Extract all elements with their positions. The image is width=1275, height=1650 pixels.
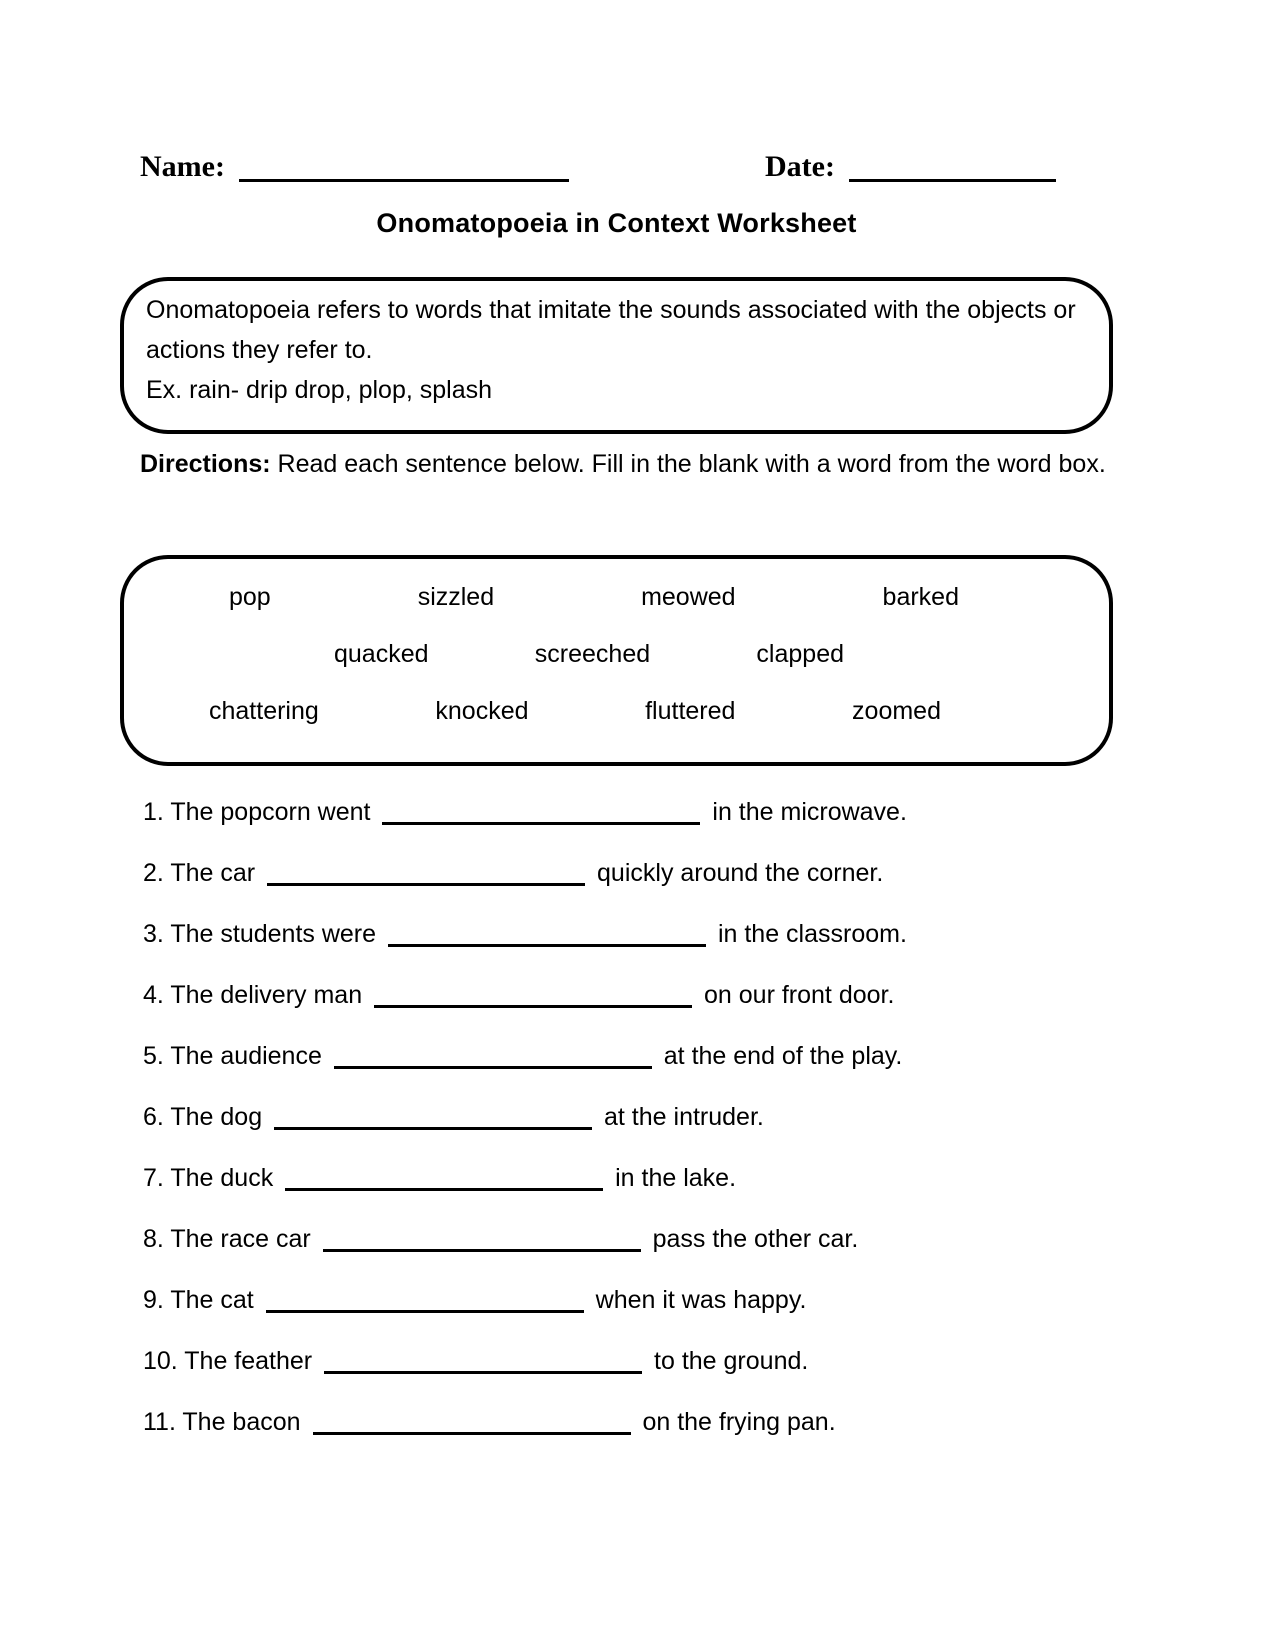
sentence-text-after: quickly around the corner. [597,859,884,887]
directions-text: Read each sentence below. Fill in the blank with a word from the word box. [277,450,1106,478]
sentence-number: 1. [143,798,164,826]
date-underline[interactable] [849,179,1056,182]
sentence-number: 11. [143,1408,176,1436]
answer-blank[interactable] [267,883,585,886]
sentence-text-after: on the frying pan. [642,1408,836,1436]
sentence-row [143,978,1173,1012]
header-row [140,150,1175,194]
answer-blank[interactable] [324,1371,642,1374]
answer-blank[interactable] [382,822,700,825]
date-label: Date: [765,150,835,183]
sentence-text-before: The cat [170,1286,254,1314]
sentence-text-after: to the ground. [654,1347,809,1375]
name-underline[interactable] [239,179,569,182]
sentence-number: 2. [143,859,164,887]
directions [140,444,1125,484]
word-bank-word: quacked [334,640,429,668]
answer-blank[interactable] [388,944,706,947]
answer-blank[interactable] [274,1127,592,1130]
sentence-row [143,795,1173,829]
sentence-number: 9. [143,1286,164,1314]
answer-blank[interactable] [285,1188,603,1191]
sentence-text-after: at the end of the play. [663,1042,903,1070]
word-box [120,555,1113,766]
sentence-text-before: The students were [170,920,377,948]
sentence-text-after: in the microwave. [712,798,907,826]
sentence-text-after: in the classroom. [717,920,907,948]
sentence-number: 10. [143,1347,178,1375]
sentence-text-before: The bacon [182,1408,301,1436]
answer-blank[interactable] [334,1066,652,1069]
sentence-number: 5. [143,1042,164,1070]
sentence-number: 7. [143,1164,164,1192]
answer-blank[interactable] [323,1249,641,1252]
sentence-row [143,1283,1173,1317]
word-bank-word: chattering [209,697,319,725]
sentence-text-before: The popcorn went [170,798,371,826]
date-field-group [765,150,1056,184]
answer-blank[interactable] [266,1310,584,1313]
sentence-text-after: in the lake. [615,1164,737,1192]
name-label: Name: [140,150,225,183]
definition-example: Ex. rain- drip drop, plop, splash [146,376,493,404]
word-bank-word: knocked [435,697,529,725]
sentence-number: 6. [143,1103,164,1131]
word-bank-word: sizzled [417,583,495,611]
name-field-group [140,150,569,184]
word-bank-word: barked [882,583,959,611]
word-bank-word: meowed [641,583,736,611]
sentence-row [143,856,1173,890]
sentence-text-after: pass the other car. [652,1225,859,1253]
sentence-number: 4. [143,981,164,1009]
sentence-text-after: at the intruder. [604,1103,764,1131]
answer-blank[interactable] [313,1432,631,1435]
word-bank-word: fluttered [645,697,736,725]
definition-text: Onomatopoeia refers to words that imitate the sounds associated with the objects or actions they refer to. [146,296,1076,364]
sentence-number: 3. [143,920,164,948]
sentence-text-before: The dog [170,1103,263,1131]
answer-blank[interactable] [374,1005,692,1008]
sentence-row [143,1161,1173,1195]
sentence-row [143,1222,1173,1256]
sentence-text-before: The duck [170,1164,274,1192]
word-bank-word: screeched [534,640,651,668]
sentence-text-after: when it was happy. [595,1286,807,1314]
sentence-text-before: The race car [170,1225,311,1253]
sentence-row [143,1405,1173,1439]
word-box-row [124,626,1109,683]
sentence-text-after: on our front door. [704,981,895,1009]
sentence-text-before: The audience [170,1042,322,1070]
definition-box [120,277,1113,434]
word-box-row [124,569,1109,626]
page-title: Onomatopoeia in Context Worksheet [376,208,857,238]
directions-label: Directions: [140,450,271,478]
sentence-row [143,1100,1173,1134]
sentence-text-before: The feather [184,1347,313,1375]
sentence-row [143,1344,1173,1378]
sentence-list [143,795,1173,1466]
word-bank-word: clapped [756,640,844,668]
sentence-number: 8. [143,1225,164,1253]
sentence-text-before: The car [170,859,256,887]
word-box-row [124,683,1109,740]
word-bank-word: pop [229,583,271,611]
sentence-row [143,1039,1173,1073]
sentence-row [143,917,1173,951]
word-bank-word: zoomed [852,697,941,725]
sentence-text-before: The delivery man [170,981,363,1009]
